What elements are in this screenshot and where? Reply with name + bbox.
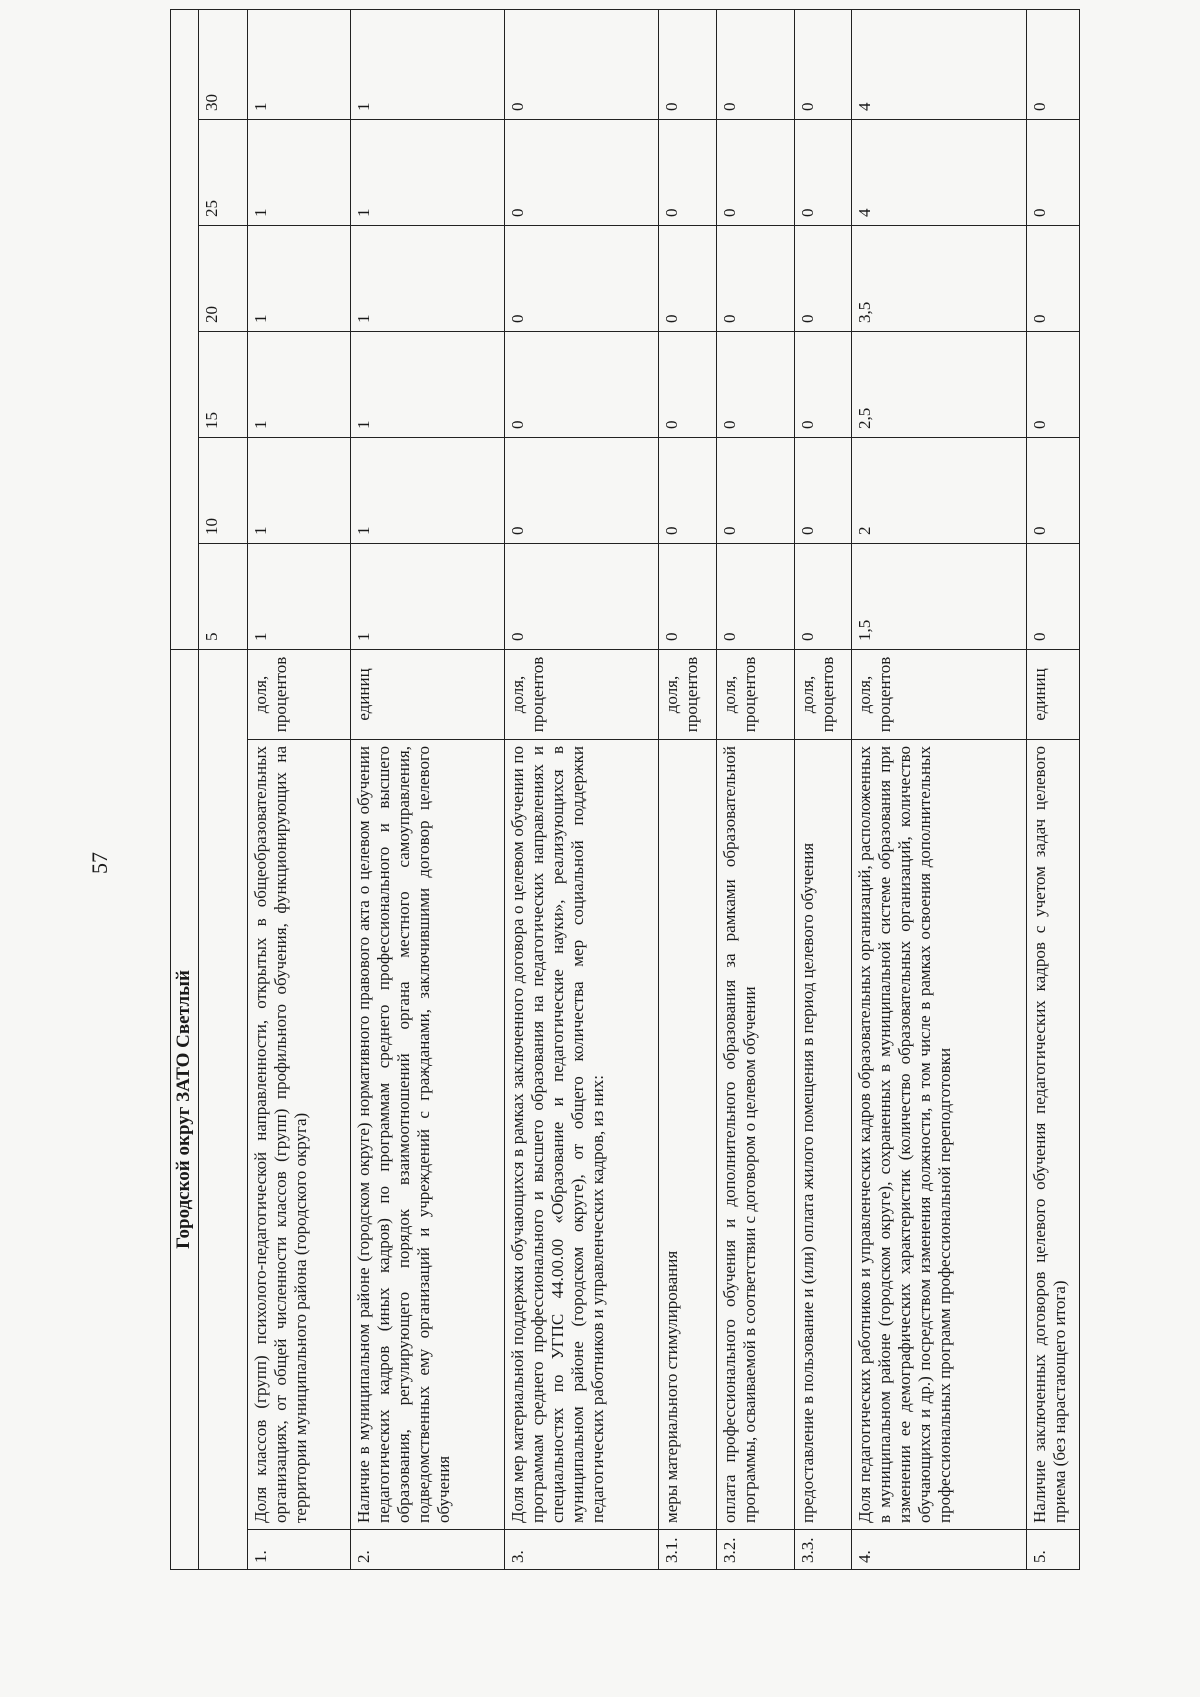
table-row bbox=[852, 9, 1027, 1569]
row-value: 0 bbox=[1026, 9, 1079, 119]
year-header: 30 bbox=[199, 9, 248, 119]
year-header: 20 bbox=[199, 225, 248, 331]
row-value: 0 bbox=[1026, 331, 1079, 437]
header-blank bbox=[199, 649, 248, 1569]
row-description: меры материального стимулирования bbox=[659, 740, 716, 1530]
row-description: Наличие заключенных договоров целевого обучения педагогических кадров с учетом задач целевого приема (без нарастающего итога) bbox=[1026, 740, 1079, 1530]
row-value: 0 bbox=[505, 543, 659, 649]
row-unit: доля, процентов bbox=[659, 649, 716, 739]
row-number: 2. bbox=[351, 1530, 505, 1570]
row-unit: доля, процентов bbox=[505, 649, 659, 739]
row-value: 1,5 bbox=[852, 543, 1027, 649]
page-number: 57 bbox=[87, 852, 112, 874]
row-value: 0 bbox=[716, 331, 794, 437]
row-value: 0 bbox=[794, 119, 851, 225]
row-description: Доля классов (групп) психолого-педагогической направленности, открытых в общеобразовательных организациях, от общей численности классов (групп) профильного обучения, функционирующих на территории муниципального района (городского округа) bbox=[248, 740, 351, 1530]
year-header: 25 bbox=[199, 119, 248, 225]
row-unit: доля, процентов bbox=[248, 649, 351, 739]
section-title: Городской округ ЗАТО Светлый bbox=[171, 649, 199, 1569]
row-value: 4 bbox=[852, 119, 1027, 225]
row-unit: единиц bbox=[351, 649, 505, 739]
row-unit: единиц bbox=[1026, 649, 1079, 739]
table-row bbox=[248, 9, 351, 1569]
row-value: 3,5 bbox=[852, 225, 1027, 331]
row-number: 3. bbox=[505, 1530, 659, 1570]
row-value: 4 bbox=[852, 9, 1027, 119]
row-value: 0 bbox=[794, 331, 851, 437]
year-header: 5 bbox=[199, 543, 248, 649]
header-years-row bbox=[199, 9, 248, 1569]
row-value: 0 bbox=[659, 437, 716, 543]
section-title-spacer bbox=[171, 9, 199, 649]
row-value: 0 bbox=[794, 9, 851, 119]
row-value: 0 bbox=[659, 331, 716, 437]
row-value: 0 bbox=[505, 331, 659, 437]
row-value: 0 bbox=[1026, 225, 1079, 331]
row-description: Доля педагогических работников и управленческих кадров образовательных организаций, расположенных в муниципальном районе (городском округе), сохраненных в муниципальной системе образования при изменении ее демографических характеристик (количество образовательных организаций, количество обучающихся и др.) посредством изменения должности, в том числе в рамках освоения дополнительных профессиональных программ профессиональной переподготовки bbox=[852, 740, 1027, 1530]
row-value: 0 bbox=[794, 543, 851, 649]
row-unit: доля, процентов bbox=[794, 649, 851, 739]
row-value: 0 bbox=[659, 119, 716, 225]
row-value: 0 bbox=[716, 9, 794, 119]
year-header: 15 bbox=[199, 331, 248, 437]
row-description: Доля мер материальной поддержки обучающихся в рамках заключенного договора о целевом обучении по программам среднего профессионального и высшего образования на педагогических направлениях и специальностях по УГПС 44.00.00 «Образование и педагогические науки», реализующихся в муниципальном районе (городском округе), от общего количества мер социальной поддержки педагогических работников и управленческих кадров, из них: bbox=[505, 740, 659, 1530]
row-value: 0 bbox=[716, 543, 794, 649]
row-number: 1. bbox=[248, 1530, 351, 1570]
row-value: 0 bbox=[505, 437, 659, 543]
row-value: 1 bbox=[248, 331, 351, 437]
row-value: 1 bbox=[248, 225, 351, 331]
row-value: 1 bbox=[351, 543, 505, 649]
row-value: 1 bbox=[351, 331, 505, 437]
row-value: 1 bbox=[351, 9, 505, 119]
row-value: 0 bbox=[1026, 437, 1079, 543]
row-value: 1 bbox=[351, 437, 505, 543]
table-row bbox=[794, 9, 851, 1569]
row-number: 3.2. bbox=[716, 1530, 794, 1570]
row-value: 0 bbox=[659, 225, 716, 331]
row-value: 0 bbox=[716, 225, 794, 331]
table-row bbox=[505, 9, 659, 1569]
row-value: 0 bbox=[794, 225, 851, 331]
row-value: 0 bbox=[505, 225, 659, 331]
table-row bbox=[1026, 9, 1079, 1569]
row-value: 1 bbox=[248, 119, 351, 225]
row-unit: доля, процентов bbox=[852, 649, 1027, 739]
row-value: 0 bbox=[659, 543, 716, 649]
row-value: 1 bbox=[248, 9, 351, 119]
rotated-table-wrapper bbox=[170, 10, 1080, 1570]
year-header: 10 bbox=[199, 437, 248, 543]
row-value: 0 bbox=[1026, 119, 1079, 225]
row-value: 0 bbox=[1026, 543, 1079, 649]
indicators-table bbox=[170, 9, 1080, 1570]
row-value: 1 bbox=[351, 119, 505, 225]
row-value: 0 bbox=[659, 9, 716, 119]
row-value: 0 bbox=[716, 119, 794, 225]
row-value: 0 bbox=[794, 437, 851, 543]
table-row bbox=[351, 9, 505, 1569]
row-value: 1 bbox=[248, 543, 351, 649]
row-unit: доля, процентов bbox=[716, 649, 794, 739]
row-value: 0 bbox=[505, 9, 659, 119]
table-row bbox=[659, 9, 716, 1569]
row-number: 5. bbox=[1026, 1530, 1079, 1570]
row-description: оплата профессионального обучения и дополнительного образования за рамками образовательной программы, осваиваемой в соответствии с договором о целевом обучении bbox=[716, 740, 794, 1530]
row-description: Наличие в муниципальном районе (городском округе) нормативного правового акта о целевом обучении педагогических кадров (иных кадров) по программам среднего профессионального и высшего образования, регулирующего порядок взаимоотношений органа местного самоуправления, подведомственных ему организаций и учреждений с гражданами, заключившими договор целевого обучения bbox=[351, 740, 505, 1530]
row-number: 3.1. bbox=[659, 1530, 716, 1570]
row-number: 4. bbox=[852, 1530, 1027, 1570]
row-value: 1 bbox=[351, 225, 505, 331]
row-description: предоставление в пользование и (или) оплата жилого помещения в период целевого обучения bbox=[794, 740, 851, 1530]
table-row bbox=[716, 9, 794, 1569]
row-value: 2,5 bbox=[852, 331, 1027, 437]
row-value: 0 bbox=[505, 119, 659, 225]
row-number: 3.3. bbox=[794, 1530, 851, 1570]
row-value: 2 bbox=[852, 437, 1027, 543]
row-value: 0 bbox=[716, 437, 794, 543]
row-value: 1 bbox=[248, 437, 351, 543]
section-title-row bbox=[171, 9, 199, 1569]
